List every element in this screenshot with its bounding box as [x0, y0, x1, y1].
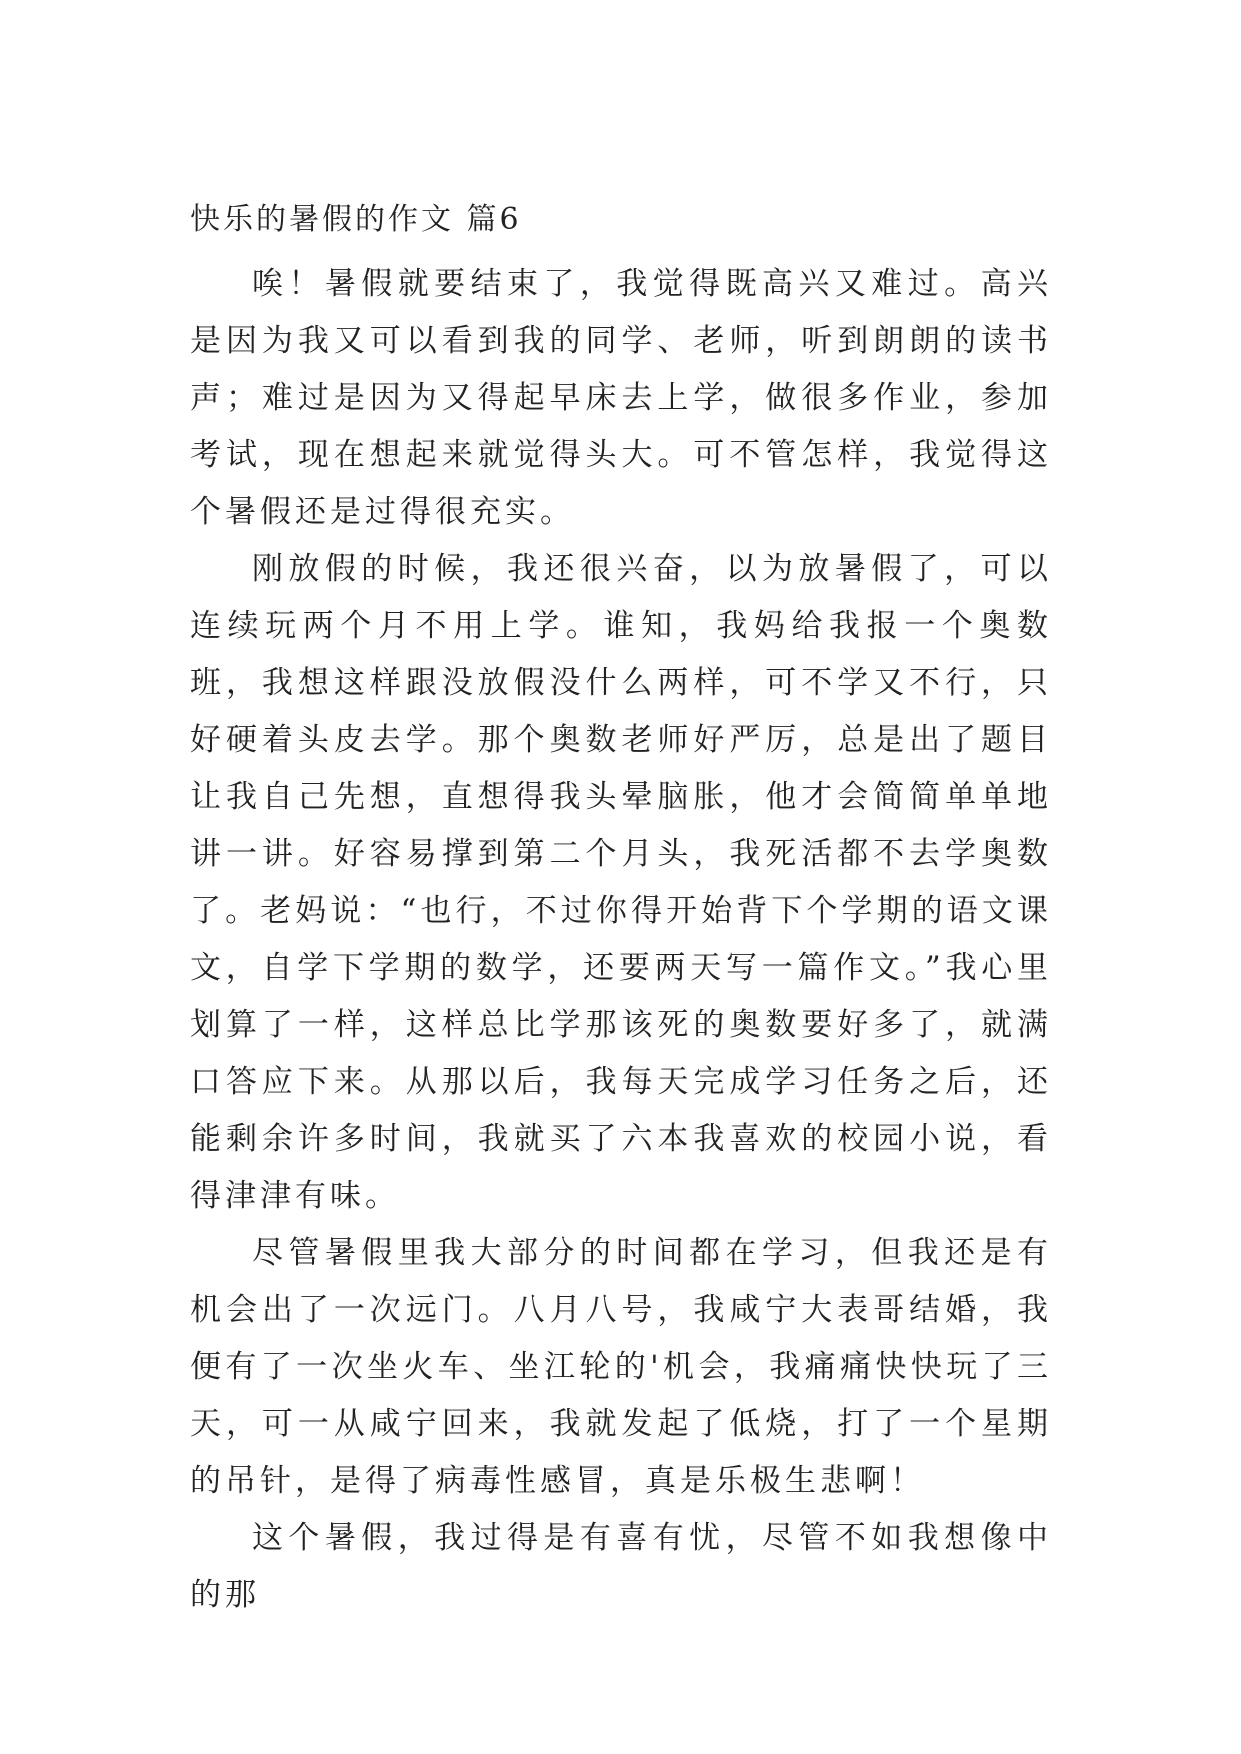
essay-paragraph-1: 唉！暑假就要结束了，我觉得既高兴又难过。高兴是因为我又可以看到我的同学、老师，听到朗朗的读书声；难过是因为又得起早床去上学，做很多作业，参加考试，现在想起来就觉得头大。可不管怎样，我觉得这个暑假还是过得很充实。 — [190, 266, 1052, 530]
essay-paragraph-4: 这个暑假，我过得是有喜有忧，尽管不如我想像中的那 — [190, 1520, 1052, 1613]
essay-content — [190, 196, 1052, 1624]
essay-paragraph-3: 尽管暑假里我大部分的时间都在学习，但我还是有机会出了一次远门。八月八号，我咸宁大表哥结婚，我便有了一次坐火车、坐江轮的'机会，我痛痛快快玩了三天，可一从咸宁回来，我就发起了低烧，打了一个星期的吊针，是得了病毒性感冒，真是乐极生悲啊！ — [190, 1235, 1052, 1499]
essay-paragraph-2: 刚放假的时候，我还很兴奋，以为放暑假了，可以连续玩两个月不用上学。谁知，我妈给我报一个奥数班，我想这样跟没放假没什么两样，可不学又不行，只好硬着头皮去学。那个奥数老师好严厉，总是出了题目让我自己先想，直想得我头晕脑胀，他才会简简单单地讲一讲。好容易撑到第二个月头，我死活都不去学奥数了。老妈说：“也行，不过你得开始背下个学期的语文课文，自学下学期的数学，还要两天写一篇作文。”我心里划算了一样，这样总比学那该死的奥数要好多了，就满口答应下来。从那以后，我每天完成学习任务之后，还能剩余许多时间，我就买了六本我喜欢的校园小说，看得津津有味。 — [190, 551, 1052, 1214]
essay-title: 快乐的暑假的作文 篇6 — [190, 202, 522, 237]
